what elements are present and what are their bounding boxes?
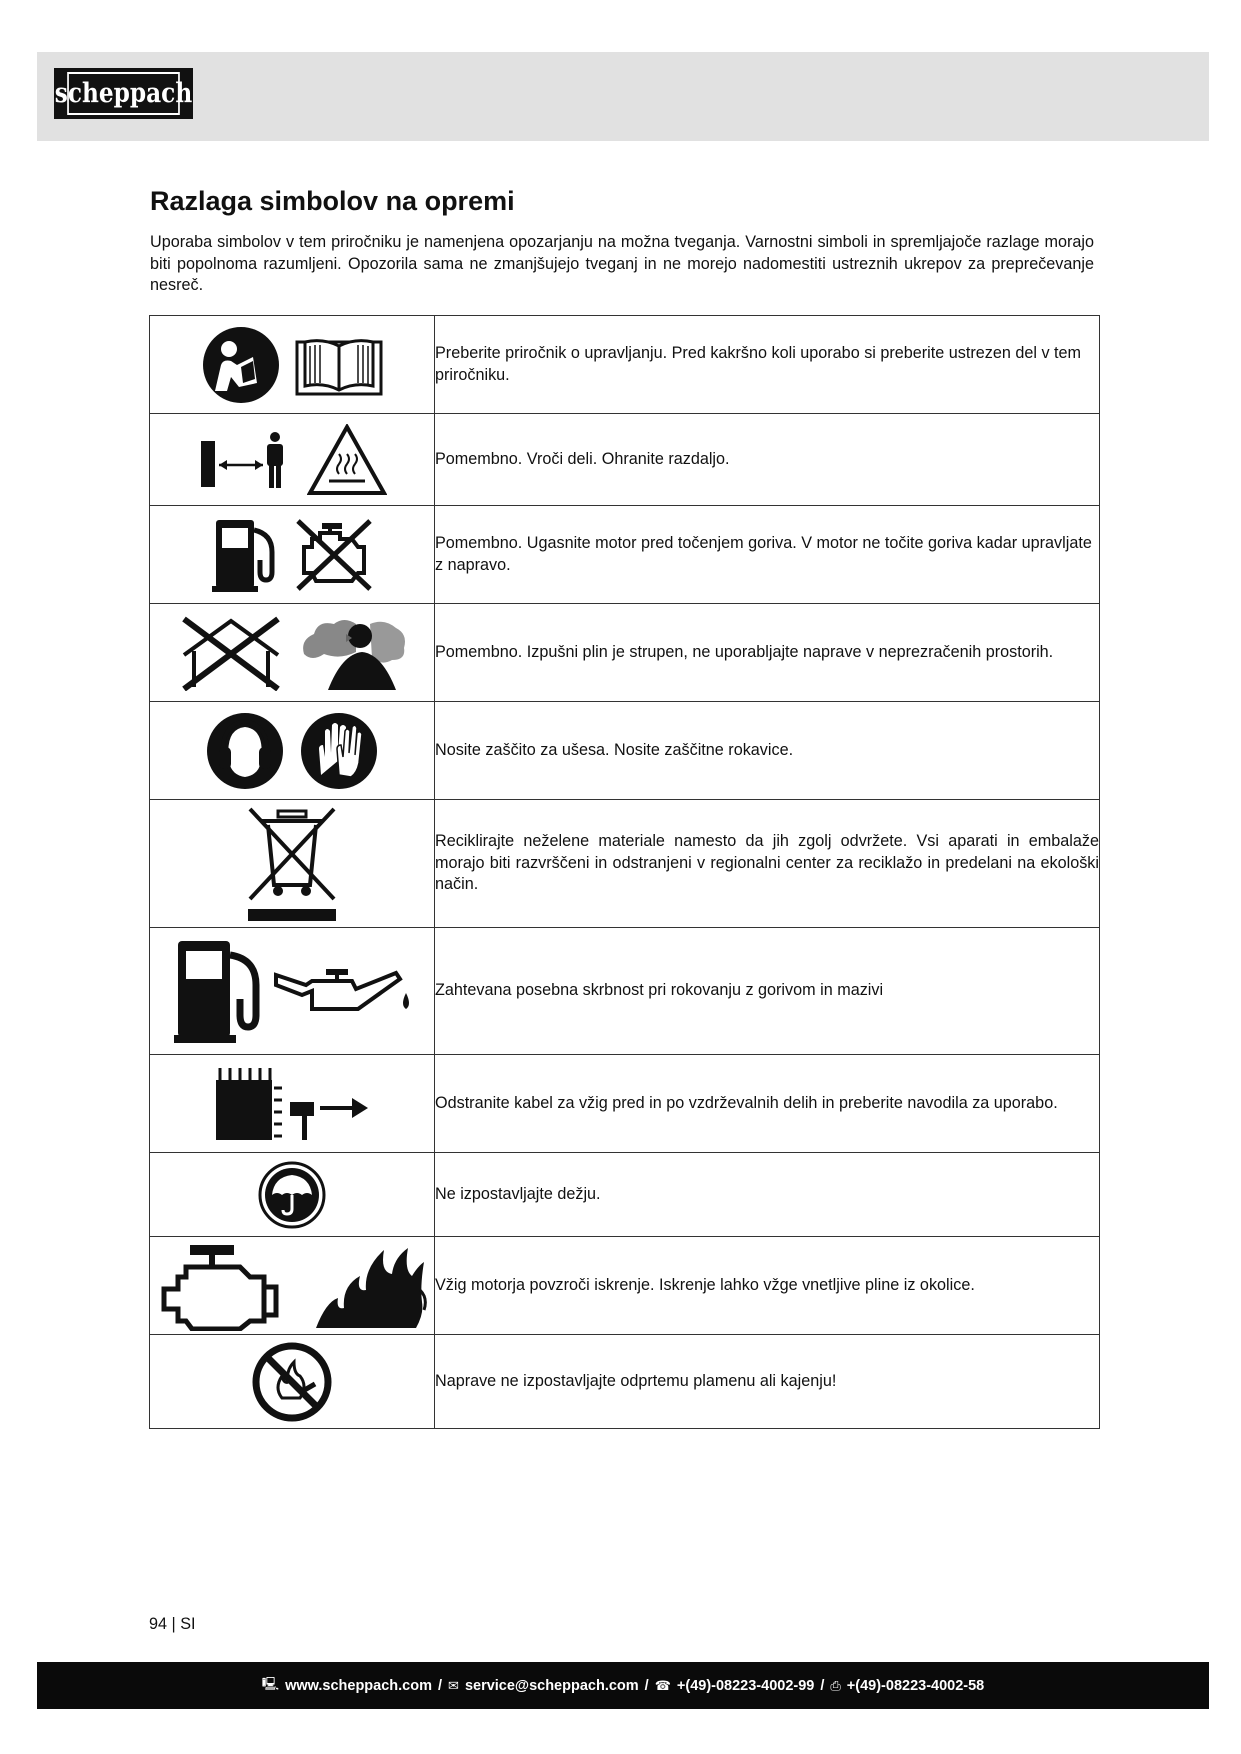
oil-can-icon — [272, 951, 412, 1031]
open-book-icon — [295, 334, 383, 396]
table-row — [150, 928, 1100, 1055]
toxic-fumes-icon — [300, 614, 408, 692]
weee-crossed-bin-icon — [244, 805, 340, 923]
no-running-engine-icon — [294, 517, 374, 593]
email-icon: ✉ — [448, 1677, 459, 1693]
symbol-icon-cell — [150, 1153, 435, 1237]
table-row — [150, 1237, 1100, 1335]
computer-icon: 🖳 — [261, 1675, 280, 1691]
symbol-description: Preberite priročnik o upravljanju. Pred kakršno koli uporabo si preberite ustrezen del v tem priročniku. — [435, 316, 1100, 414]
symbol-icon-cell — [150, 800, 435, 928]
page-footer — [37, 1662, 1209, 1709]
symbol-description: Reciklirajte neželene materiale namesto da jih zgolj odvržete. Vsi aparati in embalaže morajo biti razvrščeni in odstranjeni v regionalni center za reciklažo in predelani na ekološki način. — [435, 800, 1100, 928]
no-indoor-use-icon — [176, 615, 286, 691]
symbol-description: Naprave ne izpostavljajte odprtemu plamenu ali kajenju! — [435, 1335, 1100, 1429]
footer-separator: / — [438, 1677, 443, 1694]
protective-gloves-icon — [299, 711, 379, 791]
table-row — [150, 1335, 1100, 1429]
symbol-description: Zahtevana posebna skrbnost pri rokovanju z gorivom in mazivi — [435, 928, 1100, 1055]
flame-icon — [312, 1242, 428, 1330]
symbol-description: Vžig motorja povzroči iskrenje. Iskrenje lahko vžge vnetljive pline iz okolice. — [435, 1237, 1100, 1335]
symbol-description: Pomembno. Vroči deli. Ohranite razdaljo. — [435, 414, 1100, 506]
symbol-icon-cell — [150, 1237, 435, 1335]
footer-separator: / — [644, 1677, 649, 1694]
table-row — [150, 506, 1100, 604]
symbol-icon-cell — [150, 702, 435, 800]
symbol-icon-cell — [150, 1335, 435, 1429]
fax-icon: ⎙ — [830, 1677, 841, 1693]
footer-separator: / — [820, 1677, 825, 1694]
phone-icon: ☎ — [654, 1677, 671, 1693]
umbrella-no-rain-icon — [258, 1161, 326, 1229]
table-row — [150, 604, 1100, 702]
symbol-icon-cell — [150, 928, 435, 1055]
logo-text: scheppach — [67, 72, 180, 115]
symbol-description: Ne izpostavljajte dežju. — [435, 1153, 1100, 1237]
section-intro: Uporaba simbolov v tem priročniku je namenjena opozarjanju na možna tveganja. Varnostni simboli in spremljajoče razlage morajo biti popolnoma razumljeni. Opozorila sama ne zmanjšujejo tveganj in ne morejo nadomestiti ustreznih ukrepov za preprečevanje nesreč. — [150, 233, 1094, 294]
symbol-icon-cell — [150, 414, 435, 506]
symbol-description: Pomembno. Ugasnite motor pred točenjem goriva. V motor ne točite goriva kadar upravljate z napravo. — [435, 506, 1100, 604]
hot-surface-warning-icon — [307, 424, 387, 496]
table-row — [150, 1153, 1100, 1237]
footer-fax: +(49)-08223-4002-58 — [846, 1677, 985, 1694]
page-number: 94 | SI — [149, 1615, 196, 1633]
engine-icon — [156, 1241, 286, 1331]
symbol-description: Pomembno. Izpušni plin je strupen, ne uporabljajte naprave v neprezračenih prostorih. — [435, 604, 1100, 702]
read-manual-icon — [201, 325, 281, 405]
ear-protection-icon — [205, 711, 285, 791]
symbol-description: Nosite zaščito za ušesa. Nosite zaščitne rokavice. — [435, 702, 1100, 800]
section-title: Razlaga simbolov na opremi — [150, 186, 515, 216]
symbol-icon-cell — [150, 604, 435, 702]
table-row — [150, 800, 1100, 928]
disconnect-spark-plug-icon — [212, 1064, 372, 1144]
fuel-pump-icon — [210, 516, 280, 594]
symbols-table — [149, 315, 1100, 1429]
symbol-description: Odstranite kabel za vžig pred in po vzdrževalnih delih in preberite navodila za uporabo. — [435, 1055, 1100, 1153]
symbol-icon-cell — [150, 316, 435, 414]
scheppach-logo — [54, 68, 193, 119]
keep-distance-icon — [197, 429, 293, 491]
symbol-icon-cell — [150, 1055, 435, 1153]
table-row — [150, 702, 1100, 800]
footer-email-link[interactable]: service@scheppach.com — [464, 1677, 639, 1694]
symbol-icon-cell — [150, 506, 435, 604]
fuel-pump-icon — [172, 937, 266, 1045]
footer-phone: +(49)-08223-4002-99 — [676, 1677, 815, 1694]
table-row — [150, 414, 1100, 506]
footer-website-link[interactable]: www.scheppach.com — [285, 1677, 432, 1694]
table-row — [150, 1055, 1100, 1153]
page-header — [37, 52, 1209, 141]
table-row — [150, 316, 1100, 414]
no-open-flame-icon — [252, 1342, 332, 1422]
